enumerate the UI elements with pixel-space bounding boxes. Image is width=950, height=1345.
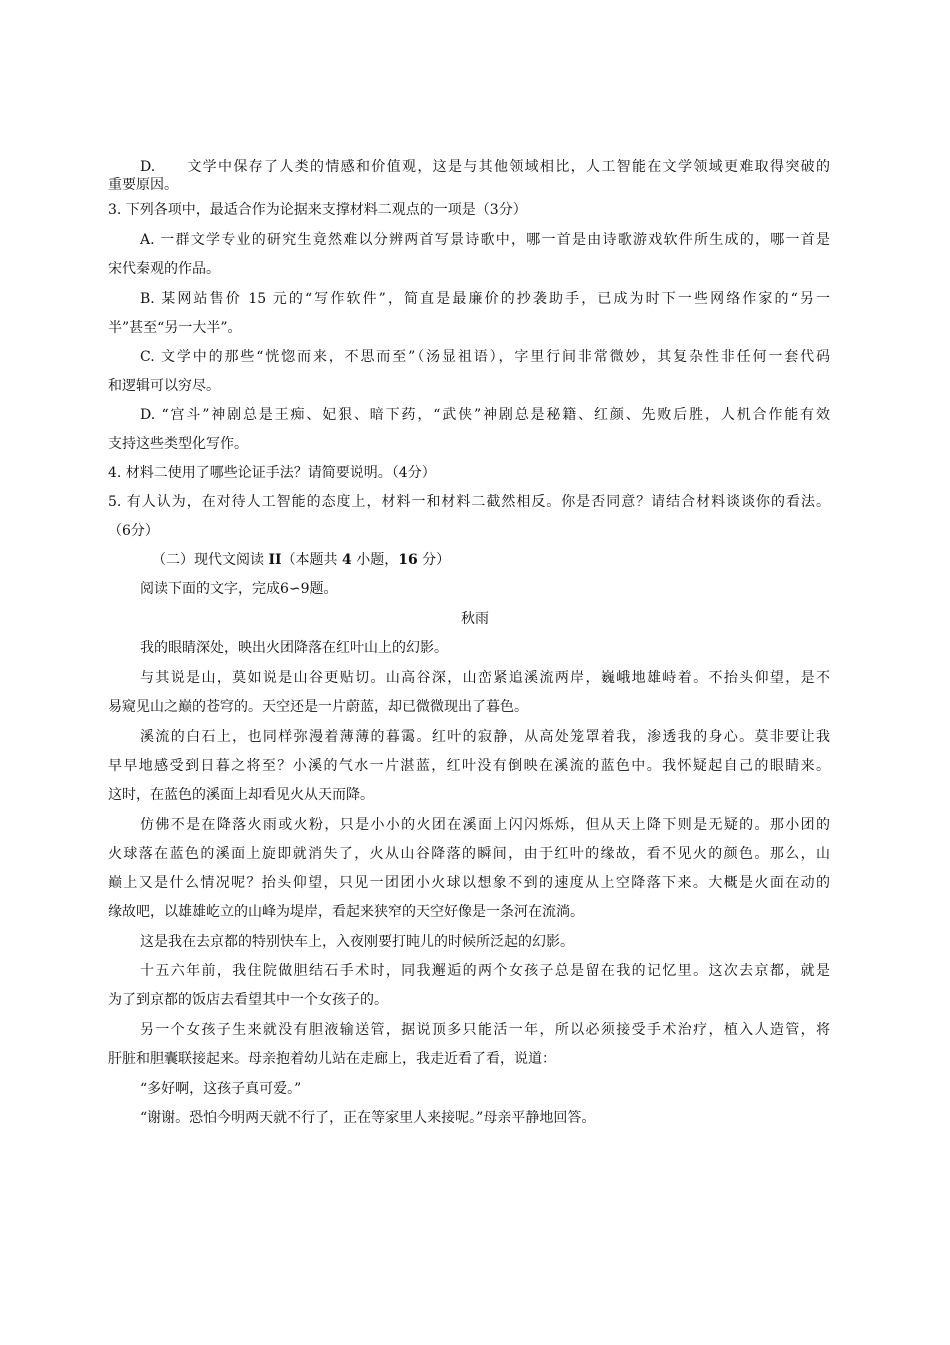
section-heading: （二）现代文阅读 II（本题共 4 小题，16 分） (152, 552, 451, 568)
paragraph-3-line1: 溪流的白石上，也同样弥漫着薄薄的暮霭。红叶的寂静，从高处笼罩着我，渗透我的身心。莫非要让我 (140, 729, 830, 745)
option-3a-line2: 宋代秦观的作品。 (108, 261, 220, 277)
paragraph-6-line2: 为了到京都的饭店去看望其中一个女孩子的。 (108, 992, 388, 1008)
question-3-stem: 3. 下列各项中，最适合作为论据来支撑材料二观点的一项是（3分） (108, 202, 527, 218)
paragraph-3-line2: 早早地感受到日暮之将至？小溪的气水一片湛蓝，红叶没有倒映在溪流的蓝色中。我怀疑起自己的眼睛来。 (108, 758, 830, 774)
option-2d-line2: 重要原因。 (108, 177, 178, 193)
paragraph-4-line2: 火球落在蓝色的溪面上旋即就消失了，火从山谷降落的瞬间，由于红叶的缘故，看不见火的颜色。那么，山 (108, 846, 830, 862)
option-3c-line1: C. 文学中的那些“恍惚而来，不思而至”（汤显祖语），字里行间非常微妙，其复杂性非任何一套代码 (140, 349, 830, 365)
option-3b-line2: 半”甚至“另一大半”。 (108, 320, 242, 336)
option-3c-line2: 和逻辑可以穷尽。 (108, 378, 220, 394)
option-3d-line1: D. “宫斗”神剧总是王痴、妃狠、暗下药，“武侠”神剧总是秘籍、红颜、先败后胜，人机合作能有效 (140, 407, 830, 423)
paragraph-6-line1: 十五六年前，我住院做胆结石手术时，同我邂逅的两个女孩子总是留在我的记忆里。这次去京都，就是 (140, 963, 830, 979)
article-title: 秋雨 (461, 611, 489, 627)
paragraph-4-line1: 仿佛不是在降落火雨或火粉，只是小小的火团在溪面上闪闪烁烁，但从天上降下则是无疑的。那小团的 (140, 817, 830, 833)
paragraph-7-line2: 肝脏和胆囊联接起来。母亲抱着幼儿站在走廊上，我走近看了看，说道： (108, 1051, 556, 1067)
paragraph-4-line4: 缘故吧，以雄雄屹立的山峰为堤岸，看起来狭窄的天空好像是一条河在流淌。 (108, 904, 584, 920)
question-5-line2: （6分） (108, 523, 159, 539)
question-5-line1: 5. 有人认为，在对待人工智能的态度上，材料一和材料二截然相反。你是否同意？请结合材料谈谈你的看法。 (108, 494, 830, 510)
option-3d-line2: 支持这些类型化写作。 (108, 436, 248, 452)
paragraph-2-line2: 易窥见山之巅的苍穹的。天空还是一片蔚蓝，却已微微现出了暮色。 (108, 699, 528, 715)
instruction: 阅读下面的文字，完成6∽9题。 (140, 581, 338, 597)
dialogue-line-2: “谢谢。恐怕今明两天就不行了，正在等家里人来接呢。”母亲平静地回答。 (140, 1110, 596, 1126)
option-3b-line1: B. 某网站售价 15 元的“写作软件”，简直是最廉价的抄袭助手，已成为时下一些网络作家的“另一 (140, 291, 830, 307)
dialogue-line-1: “多好啊，这孩子真可爱。” (140, 1081, 302, 1097)
paragraph-1: 我的眼睛深处，映出火团降落在红叶山上的幻影。 (140, 640, 448, 656)
option-2d-line1: D. 文学中保存了人类的情感和价值观，这是与其他领域相比，人工智能在文学领域更难取得突破的 (140, 159, 830, 175)
option-3a-line1: A. 一群文学专业的研究生竟然难以分辨两首写景诗歌中，哪一首是由诗歌游戏软件所生成的，哪一首是 (140, 232, 830, 248)
question-4: 4. 材料二使用了哪些论证手法？请简要说明。（4分） (108, 465, 436, 481)
paragraph-2-line1: 与其说是山，莫如说是山谷更贴切。山高谷深，山峦紧追溪流两岸，巍峨地雄峙着。不抬头仰望，是不 (140, 670, 830, 686)
paragraph-7-line1: 另一个女孩子生来就没有胆液输送管，据说顶多只能活一年，所以必须接受手术治疗，植入人造管，将 (140, 1022, 830, 1038)
paragraph-3-line3: 这时，在蓝色的溪面上却看见火从天而降。 (108, 787, 374, 803)
paragraph-5: 这是我在去京都的特别快车上，入夜刚要打盹儿的时候所泛起的幻影。 (140, 934, 574, 950)
paragraph-4-line3: 巅上又是什么情况呢？抬头仰望，只见一团团小火球以想象不到的速度从上空降落下来。大概是火面在动的 (108, 875, 830, 891)
